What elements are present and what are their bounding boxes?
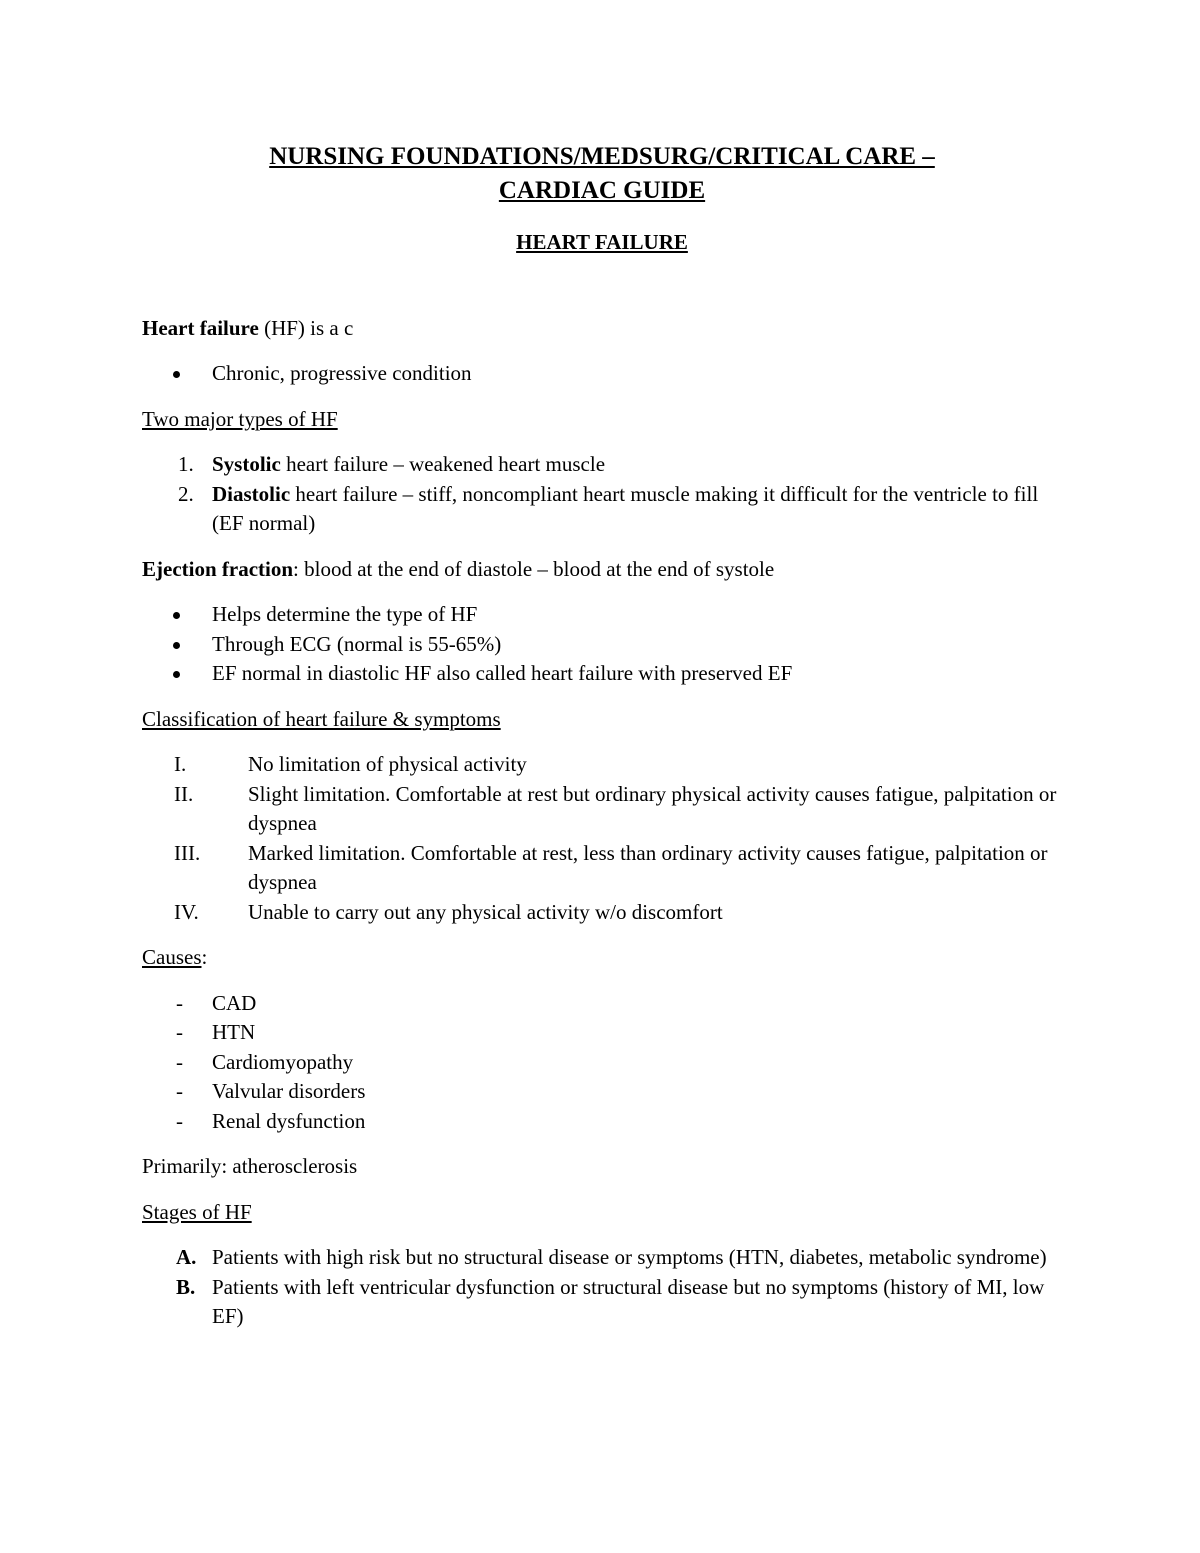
ejection-term: Ejection fraction bbox=[142, 556, 294, 581]
intro-paragraph bbox=[142, 314, 1062, 344]
list-marker: II. bbox=[174, 781, 194, 806]
list-item bbox=[142, 600, 1062, 630]
list-item-text: Renal dysfunction bbox=[212, 1108, 366, 1133]
stages-list bbox=[142, 1243, 1062, 1332]
list-item bbox=[142, 1273, 1062, 1332]
list-item bbox=[142, 1243, 1062, 1273]
intro-bullet-list bbox=[142, 359, 1062, 389]
bullet-icon bbox=[173, 612, 180, 619]
bullet-icon bbox=[173, 671, 180, 678]
intro-term: Heart failure bbox=[142, 315, 259, 340]
ejection-text: : blood at the end of diastole – blood at the end of systole bbox=[293, 556, 775, 581]
list-marker: 2. bbox=[178, 481, 194, 506]
ejection-bullet-list bbox=[142, 600, 1062, 689]
list-item-text: Through ECG (normal is 55-65%) bbox=[212, 631, 502, 656]
list-item bbox=[142, 659, 1062, 689]
list-item-text: Patients with high risk but no structural disease or symptoms (HTN, diabetes, metabolic syndrome) bbox=[212, 1245, 1047, 1269]
list-item-text: Helps determine the type of HF bbox=[212, 602, 478, 626]
list-item-text: No limitation of physical activity bbox=[248, 752, 527, 776]
list-item-text: Chronic, progressive condition bbox=[212, 361, 472, 385]
list-marker: IV. bbox=[174, 899, 199, 924]
list-marker: - bbox=[176, 990, 183, 1015]
stages-heading: Stages of HF bbox=[142, 1199, 252, 1224]
list-item bbox=[142, 480, 1062, 539]
causes-heading bbox=[142, 943, 1062, 973]
primarily-paragraph: Primarily: atherosclerosis bbox=[142, 1154, 358, 1178]
list-item-text: Cardiomyopathy bbox=[212, 1049, 354, 1074]
list-item bbox=[142, 1018, 1062, 1048]
bullet-icon bbox=[173, 371, 180, 378]
list-item bbox=[142, 839, 1062, 898]
list-item bbox=[142, 1048, 1062, 1078]
list-item bbox=[142, 630, 1062, 660]
title-line-2: CARDIAC GUIDE bbox=[498, 177, 706, 204]
types-heading: Two major types of HF bbox=[142, 406, 338, 431]
list-marker: - bbox=[176, 1079, 183, 1103]
list-marker: I. bbox=[174, 752, 187, 776]
list-item-text: EF normal in diastolic HF also called heart failure with preserved EF bbox=[212, 661, 793, 685]
ejection-paragraph bbox=[142, 555, 1062, 585]
list-item bbox=[142, 898, 1062, 928]
list-marker: B. bbox=[176, 1274, 196, 1299]
list-item bbox=[142, 780, 1062, 839]
list-item-text: heart failure – weakened heart muscle bbox=[280, 452, 606, 476]
list-item bbox=[142, 450, 1062, 480]
list-item-text: Valvular disorders bbox=[212, 1079, 366, 1103]
list-item bbox=[142, 359, 1062, 389]
intro-text: (HF) is a c bbox=[258, 315, 354, 340]
classification-list bbox=[142, 750, 1062, 927]
types-list bbox=[142, 450, 1062, 539]
document-title bbox=[142, 140, 1062, 208]
list-marker: 1. bbox=[178, 452, 194, 476]
section-title: HEART FAILURE bbox=[516, 230, 688, 254]
list-item bbox=[142, 1107, 1062, 1137]
document-body bbox=[142, 140, 1062, 1332]
causes-heading-colon: : bbox=[201, 945, 208, 969]
list-item-text: Slight limitation. Comfortable at rest but ordinary physical activity causes fatigue, palpitation or dyspnea bbox=[248, 781, 1057, 835]
title-line-1: NURSING FOUNDATIONS/MEDSURG/CRITICAL CARE – bbox=[269, 143, 935, 170]
list-marker: - bbox=[176, 1049, 183, 1074]
causes-list bbox=[142, 989, 1062, 1137]
bullet-icon bbox=[173, 642, 180, 649]
list-marker: III. bbox=[174, 840, 201, 865]
list-item-text: heart failure – stiff, noncompliant heart muscle making it difficult for the ventricle to fill (EF normal) bbox=[212, 481, 1039, 535]
list-item-text: Marked limitation. Comfortable at rest, less than ordinary activity causes fatigue, palpitation or dyspnea bbox=[248, 840, 1048, 894]
list-item bbox=[142, 989, 1062, 1019]
causes-heading-text: Causes bbox=[142, 945, 202, 969]
list-item-term: Systolic bbox=[212, 452, 281, 476]
list-marker: - bbox=[176, 1108, 183, 1133]
list-item-text: Unable to carry out any physical activity w/o discomfort bbox=[248, 899, 723, 924]
list-item-text: HTN bbox=[212, 1020, 256, 1044]
list-item bbox=[142, 750, 1062, 780]
list-item-term: Diastolic bbox=[212, 481, 291, 506]
list-item bbox=[142, 1077, 1062, 1107]
list-item-text: Patients with left ventricular dysfunction or structural disease but no symptoms (history of MI, low EF) bbox=[212, 1274, 1045, 1328]
list-marker: A. bbox=[176, 1245, 197, 1269]
classification-heading: Classification of heart failure & symptoms bbox=[142, 706, 501, 731]
list-item-text: CAD bbox=[212, 990, 257, 1015]
list-marker: - bbox=[176, 1020, 183, 1044]
